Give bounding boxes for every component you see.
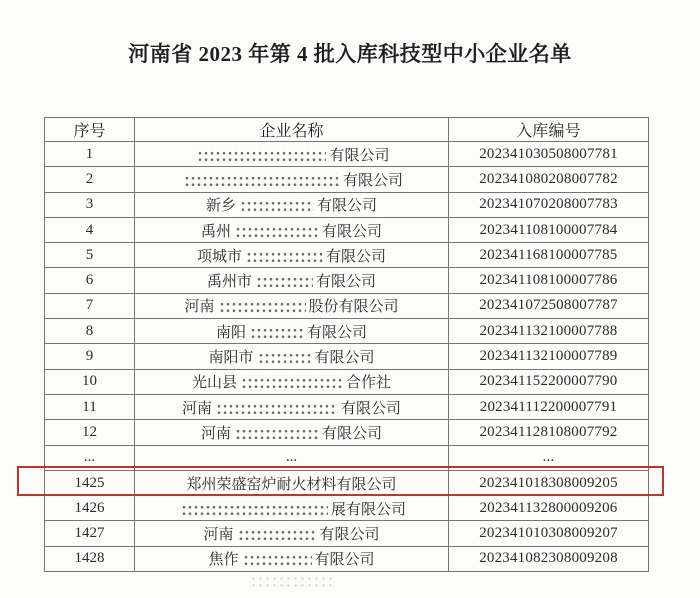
company-name-cell [135, 546, 449, 571]
code-cell: 202341152200007790 [449, 369, 649, 394]
code-cell: 202341168100007785 [449, 243, 649, 268]
company-name-cell [135, 243, 449, 268]
seq-cell: 1427 [45, 521, 135, 546]
company-name-cell [135, 394, 449, 419]
company-name-cell [135, 496, 449, 521]
company-name-text: 河南 [181, 400, 212, 417]
seq-cell: 1428 [45, 546, 135, 571]
redacted-name-mosaic [257, 350, 312, 364]
header-seq: 序号 [45, 118, 135, 142]
table-row [45, 217, 649, 242]
seq-cell: 11 [45, 394, 135, 419]
table-row [45, 369, 649, 394]
redacted-name-mosaic [239, 198, 314, 212]
company-name-cell [135, 369, 449, 394]
table-row [45, 243, 649, 268]
table-row [45, 521, 649, 546]
table-row [45, 268, 649, 293]
code-cell: 202341070208007783 [449, 192, 649, 217]
redacted-name-mosaic [237, 527, 317, 541]
company-name-text: 南阳市 [208, 350, 254, 367]
code-cell: 202341128108007792 [449, 420, 649, 445]
redacted-name-mosaic [245, 249, 323, 263]
company-name-text: 有限公司 [314, 552, 375, 569]
seq-cell: 5 [45, 243, 135, 268]
table-header-row [45, 118, 649, 142]
redacted-name-mosaic [183, 173, 340, 187]
company-name-text: 有限公司 [341, 400, 402, 417]
seq-cell: 2 [45, 167, 135, 192]
company-name-text: 有限公司 [319, 527, 380, 544]
code-cell: 202341132100007788 [449, 319, 649, 344]
code-cell: 202341108100007784 [449, 217, 649, 242]
code-cell: 202341080208007782 [449, 167, 649, 192]
company-name-text: 有限公司 [342, 172, 403, 189]
redacted-name-mosaic [215, 401, 338, 415]
redacted-name-mosaic [218, 299, 306, 313]
redacted-name-mosaic [234, 224, 319, 238]
company-name-text: 有限公司 [322, 223, 383, 240]
company-name-text: 焦作 [208, 552, 239, 569]
code-cell: 202341010308009207 [449, 521, 649, 546]
company-name-cell [135, 142, 449, 167]
redacted-name-mosaic [242, 552, 312, 566]
code-cell: 202341030508007781 [449, 142, 649, 167]
table-row-highlighted [45, 470, 649, 495]
company-name-cell [135, 319, 449, 344]
redacted-name-mosaic [196, 148, 326, 162]
code-cell: ... [449, 445, 649, 470]
company-name-text: 河南 [200, 425, 231, 442]
seq-cell: 3 [45, 192, 135, 217]
table-row [45, 192, 649, 217]
code-cell: 202341132800009206 [449, 496, 649, 521]
company-name-cell [135, 167, 449, 192]
company-name-text: 河南 [184, 299, 215, 316]
code-cell: 202341072508007787 [449, 293, 649, 318]
seq-cell: 1425 [45, 470, 135, 495]
table-row [45, 142, 649, 167]
company-name-text: 禹州市 [206, 274, 252, 291]
company-name-text: 合作社 [346, 375, 392, 392]
company-name-cell [135, 445, 449, 470]
seq-cell: ... [45, 445, 135, 470]
company-name-text: ... [285, 449, 298, 466]
watermark-artifact [250, 575, 334, 591]
seq-cell: 1426 [45, 496, 135, 521]
table-row [45, 445, 649, 470]
seq-cell: 10 [45, 369, 135, 394]
seq-cell: 12 [45, 420, 135, 445]
table-header [45, 118, 649, 142]
company-table-body [45, 142, 649, 572]
company-name-cell [135, 268, 449, 293]
company-name-text: 有限公司 [322, 425, 383, 442]
code-cell: 202341132100007789 [449, 344, 649, 369]
company-name-cell [135, 521, 449, 546]
company-name-text: 光山县 [191, 375, 237, 392]
company-name-text: 郑州荣盛窑炉耐火材料有限公司 [186, 476, 397, 493]
redacted-name-mosaic [240, 375, 343, 389]
company-name-text: 项城市 [196, 248, 242, 265]
code-cell: 202341112200007791 [449, 394, 649, 419]
company-name-cell [135, 217, 449, 242]
seq-cell: 1 [45, 142, 135, 167]
company-name-text: 有限公司 [317, 198, 378, 215]
company-name-text: 有限公司 [314, 350, 375, 367]
company-name-cell [135, 192, 449, 217]
table-row [45, 319, 649, 344]
redacted-name-mosaic [249, 325, 304, 339]
company-name-text: 新乡 [205, 198, 236, 215]
seq-cell: 4 [45, 217, 135, 242]
table-row [45, 420, 649, 445]
company-name-text: 有限公司 [329, 147, 390, 164]
redacted-name-mosaic [234, 426, 319, 440]
company-name-cell [135, 470, 449, 495]
table-row [45, 293, 649, 318]
table-row [45, 167, 649, 192]
seq-cell: 8 [45, 319, 135, 344]
company-name-text: 股份有限公司 [308, 299, 399, 316]
code-cell: 202341018308009205 [449, 470, 649, 495]
seq-cell: 6 [45, 268, 135, 293]
company-name-text: 有限公司 [326, 248, 387, 265]
code-cell: 202341082308009208 [449, 546, 649, 571]
company-table [44, 117, 649, 572]
page-title: 河南省 2023 年第 4 批入库科技型中小企业名单 [128, 42, 572, 66]
company-name-text: 禹州 [200, 223, 231, 240]
table-row [45, 546, 649, 571]
company-name-text: 展有限公司 [330, 501, 406, 518]
company-name-text: 河南 [203, 527, 234, 544]
company-name-cell [135, 293, 449, 318]
company-name-cell [135, 344, 449, 369]
company-name-text: 有限公司 [307, 324, 368, 341]
header-code: 入库编号 [449, 118, 649, 142]
table-row [45, 394, 649, 419]
seq-cell: 9 [45, 344, 135, 369]
company-name-text: 南阳 [215, 324, 246, 341]
company-name-text: 有限公司 [316, 274, 377, 291]
redacted-name-mosaic [180, 502, 328, 516]
header-company-name: 企业名称 [135, 118, 449, 142]
table-row [45, 496, 649, 521]
seq-cell: 7 [45, 293, 135, 318]
company-name-cell [135, 420, 449, 445]
redacted-name-mosaic [255, 274, 313, 288]
code-cell: 202341108100007786 [449, 268, 649, 293]
table-row [45, 344, 649, 369]
